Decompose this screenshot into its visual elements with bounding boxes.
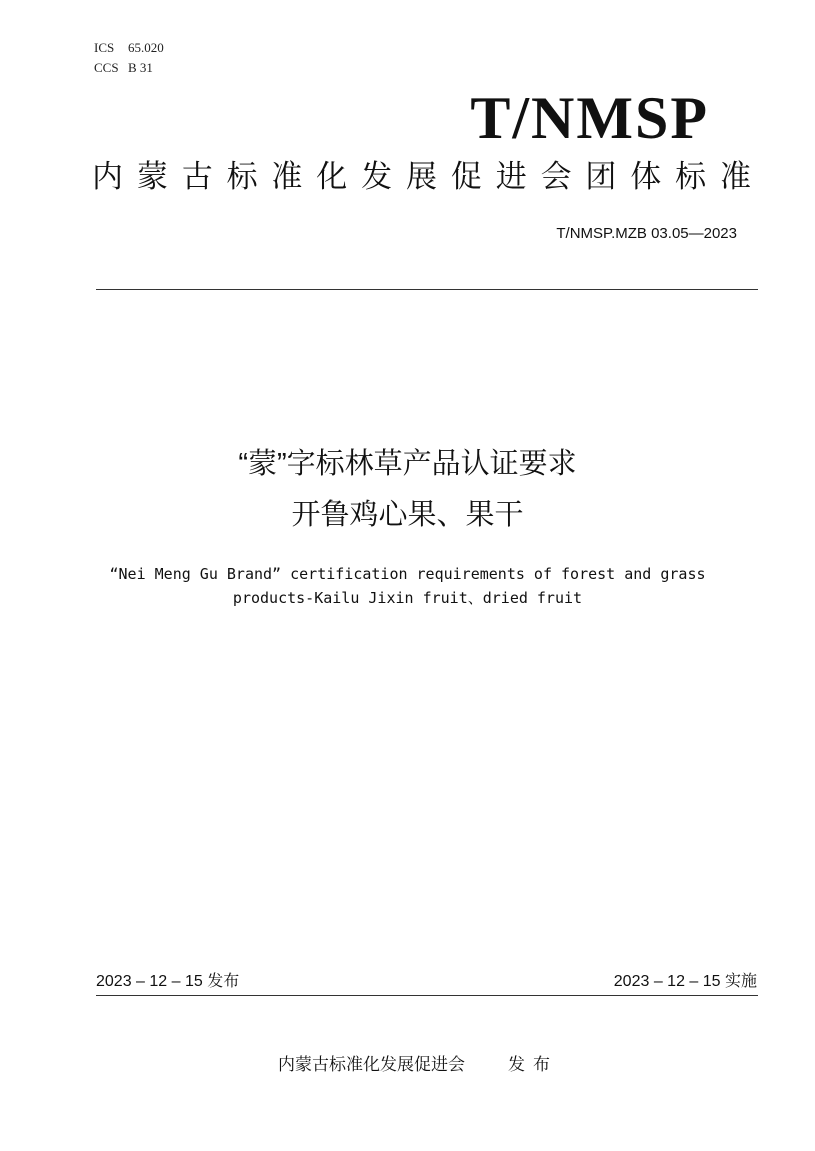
ics-classification xyxy=(94,38,164,58)
issuer-action: 发布 xyxy=(508,1055,558,1074)
ics-label: ICS xyxy=(94,40,115,55)
title-english-line-2: products-Kailu Jixin fruit、dried fruit xyxy=(232,589,583,607)
title-chinese-line-1: “蒙”字标林草产品认证要求 xyxy=(238,448,577,480)
title-chinese-line-2: 开鲁鸡心果、果干 xyxy=(291,499,524,531)
ccs-classification xyxy=(94,58,153,78)
standard-type: 内蒙古标准化发展促进会团体标准 xyxy=(92,159,751,194)
bottom-divider xyxy=(96,995,758,996)
organization-code: T/NMSP xyxy=(470,85,709,151)
ccs-value: B 31 xyxy=(128,60,153,75)
standard-number: T/NMSP.MZB 03.05—2023 xyxy=(556,225,737,242)
ics-value: 65.020 xyxy=(128,40,164,55)
top-divider xyxy=(96,289,758,290)
issue-date: 2023 – 12 – 15 发布 xyxy=(96,973,240,990)
implementation-date: 2023 – 12 – 15 实施 xyxy=(613,973,757,990)
ccs-label: CCS xyxy=(94,60,119,75)
title-english-line-1: “Nei Meng Gu Brand” certification requirements of forest and grass xyxy=(109,565,706,583)
issuer-name: 内蒙古标准化发展促进会 xyxy=(278,1055,465,1074)
